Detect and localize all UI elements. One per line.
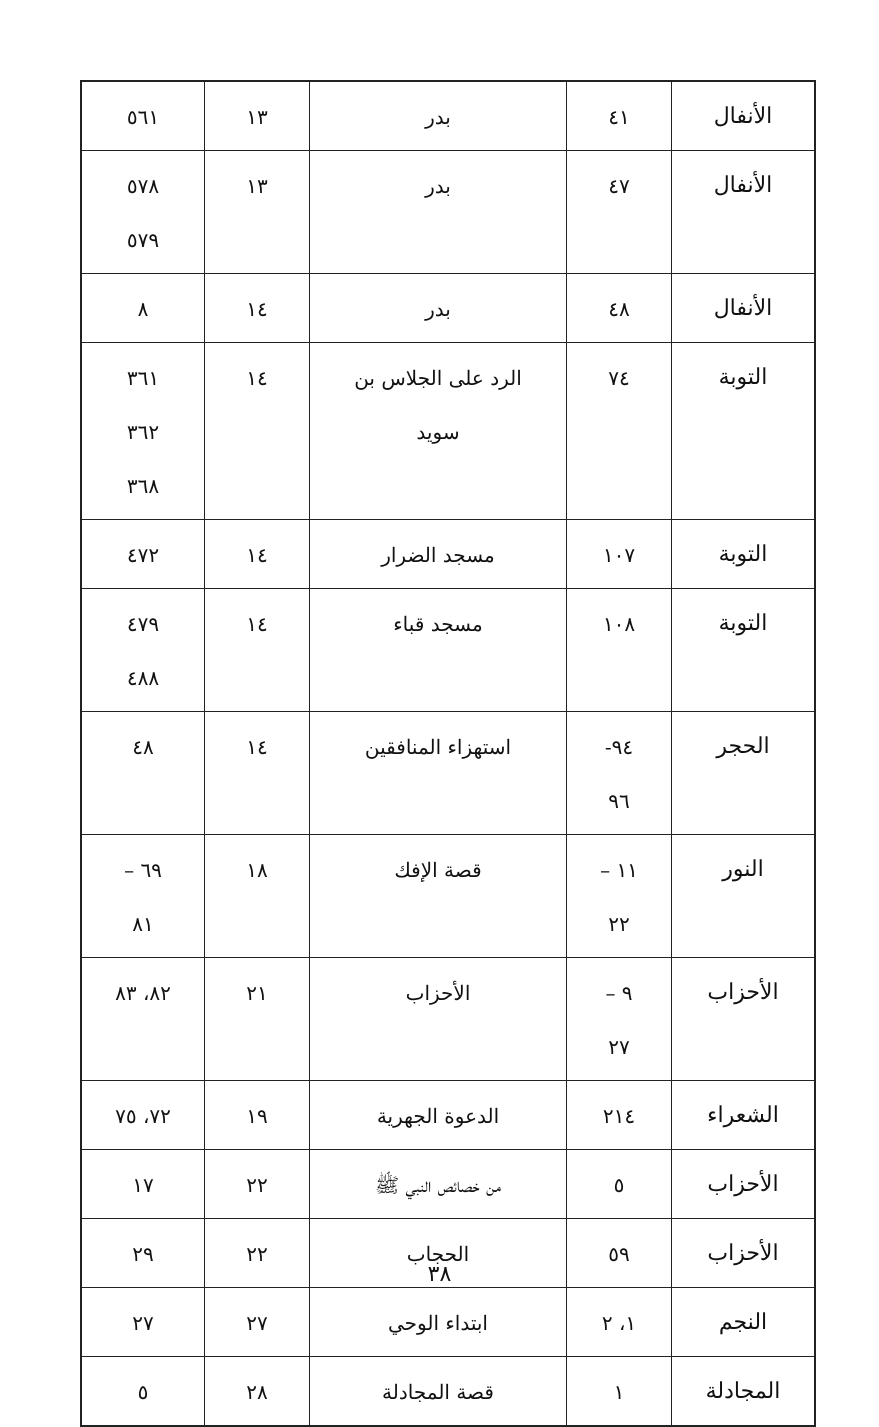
- pages-cell: ٣٦١ ٣٦٢ ٣٦٨: [81, 343, 205, 520]
- part-cell: ١٤: [205, 520, 310, 589]
- topic-cell: قصة الإفك: [310, 835, 567, 958]
- pages-cell: ٨٢، ٨٣: [81, 958, 205, 1081]
- table-row: [81, 1150, 815, 1219]
- table-row: [81, 835, 815, 958]
- topic-cell: بدر: [310, 81, 567, 151]
- topic-cell: مسجد الضرار: [310, 520, 567, 589]
- surah-cell: الأنفال: [672, 274, 816, 343]
- part-cell: ١٤: [205, 712, 310, 835]
- surah-cell: التوبة: [672, 520, 816, 589]
- part-cell: ٢٧: [205, 1288, 310, 1357]
- topic-cell: بدر: [310, 151, 567, 274]
- table-row: [81, 81, 815, 151]
- surah-cell: الشعراء: [672, 1081, 816, 1150]
- topic-cell: من خصائص النبي ﷺ: [310, 1150, 567, 1219]
- part-cell: ٢٨: [205, 1357, 310, 1427]
- topic-cell: الحجاب: [310, 1219, 567, 1288]
- pages-cell: ٧٢، ٧٥: [81, 1081, 205, 1150]
- table-row: [81, 520, 815, 589]
- ayah-cell: ٥: [567, 1150, 672, 1219]
- ayah-cell: ١: [567, 1357, 672, 1427]
- pages-cell: ٤٨: [81, 712, 205, 835]
- table-row: [81, 1288, 815, 1357]
- ayah-cell: ٤١: [567, 81, 672, 151]
- pages-cell: ٢٧: [81, 1288, 205, 1357]
- table-row: [81, 1357, 815, 1427]
- ayah-cell: ٤٧: [567, 151, 672, 274]
- topic-cell: ابتداء الوحي: [310, 1288, 567, 1357]
- surah-cell: النور: [672, 835, 816, 958]
- table-row: [81, 274, 815, 343]
- pages-cell: ٢٩: [81, 1219, 205, 1288]
- page-number: ٣٨: [427, 1262, 452, 1287]
- ayah-cell: ٩ – ٢٧: [567, 958, 672, 1081]
- surah-cell: التوبة: [672, 343, 816, 520]
- part-cell: ٢١: [205, 958, 310, 1081]
- part-cell: ١٣: [205, 151, 310, 274]
- surah-cell: الأنفال: [672, 151, 816, 274]
- surah-cell: الأنفال: [672, 81, 816, 151]
- table-row: [81, 712, 815, 835]
- table-row: [81, 343, 815, 520]
- part-cell: ١٣: [205, 81, 310, 151]
- part-cell: ١٤: [205, 343, 310, 520]
- topic-cell: قصة المجادلة: [310, 1357, 567, 1427]
- surah-cell: التوبة: [672, 589, 816, 712]
- surah-cell: الحجر: [672, 712, 816, 835]
- ayah-cell: ١١ – ٢٢: [567, 835, 672, 958]
- pages-cell: ٤٧٩ ٤٨٨: [81, 589, 205, 712]
- topic-cell: الأحزاب: [310, 958, 567, 1081]
- pages-cell: ٥: [81, 1357, 205, 1427]
- part-cell: ٢٢: [205, 1150, 310, 1219]
- topic-cell: الدعوة الجهرية: [310, 1081, 567, 1150]
- topic-cell: الرد على الجلاس بن سويد: [310, 343, 567, 520]
- topic-cell: بدر: [310, 274, 567, 343]
- ayah-cell: ٩٤- ٩٦: [567, 712, 672, 835]
- surah-cell: المجادلة: [672, 1357, 816, 1427]
- pages-cell: ٤٧٢: [81, 520, 205, 589]
- ayah-cell: ٧٤: [567, 343, 672, 520]
- part-cell: ١٨: [205, 835, 310, 958]
- surah-cell: النجم: [672, 1288, 816, 1357]
- pages-cell: ٥٦١: [81, 81, 205, 151]
- ayah-cell: ٤٨: [567, 274, 672, 343]
- pages-cell: ٥٧٨ ٥٧٩: [81, 151, 205, 274]
- surah-cell: الأحزاب: [672, 1219, 816, 1288]
- table-row: [81, 589, 815, 712]
- part-cell: ١٩: [205, 1081, 310, 1150]
- surah-cell: الأحزاب: [672, 1150, 816, 1219]
- part-cell: ١٤: [205, 589, 310, 712]
- ayah-cell: ٢١٤: [567, 1081, 672, 1150]
- table-body: [81, 81, 815, 1426]
- ayah-cell: ١، ٢: [567, 1288, 672, 1357]
- table-row: [81, 958, 815, 1081]
- ayah-cell: ١٠٧: [567, 520, 672, 589]
- ayah-cell: ٥٩: [567, 1219, 672, 1288]
- table-row: [81, 151, 815, 274]
- part-cell: ٢٢: [205, 1219, 310, 1288]
- quran-topics-index-table: [80, 80, 816, 1427]
- pages-cell: ٨: [81, 274, 205, 343]
- table-row: [81, 1081, 815, 1150]
- surah-cell: الأحزاب: [672, 958, 816, 1081]
- topic-cell: استهزاء المنافقين: [310, 712, 567, 835]
- pages-cell: ١٧: [81, 1150, 205, 1219]
- pages-cell: ٦٩ – ٨١: [81, 835, 205, 958]
- part-cell: ١٤: [205, 274, 310, 343]
- ayah-cell: ١٠٨: [567, 589, 672, 712]
- topic-cell: مسجد قباء: [310, 589, 567, 712]
